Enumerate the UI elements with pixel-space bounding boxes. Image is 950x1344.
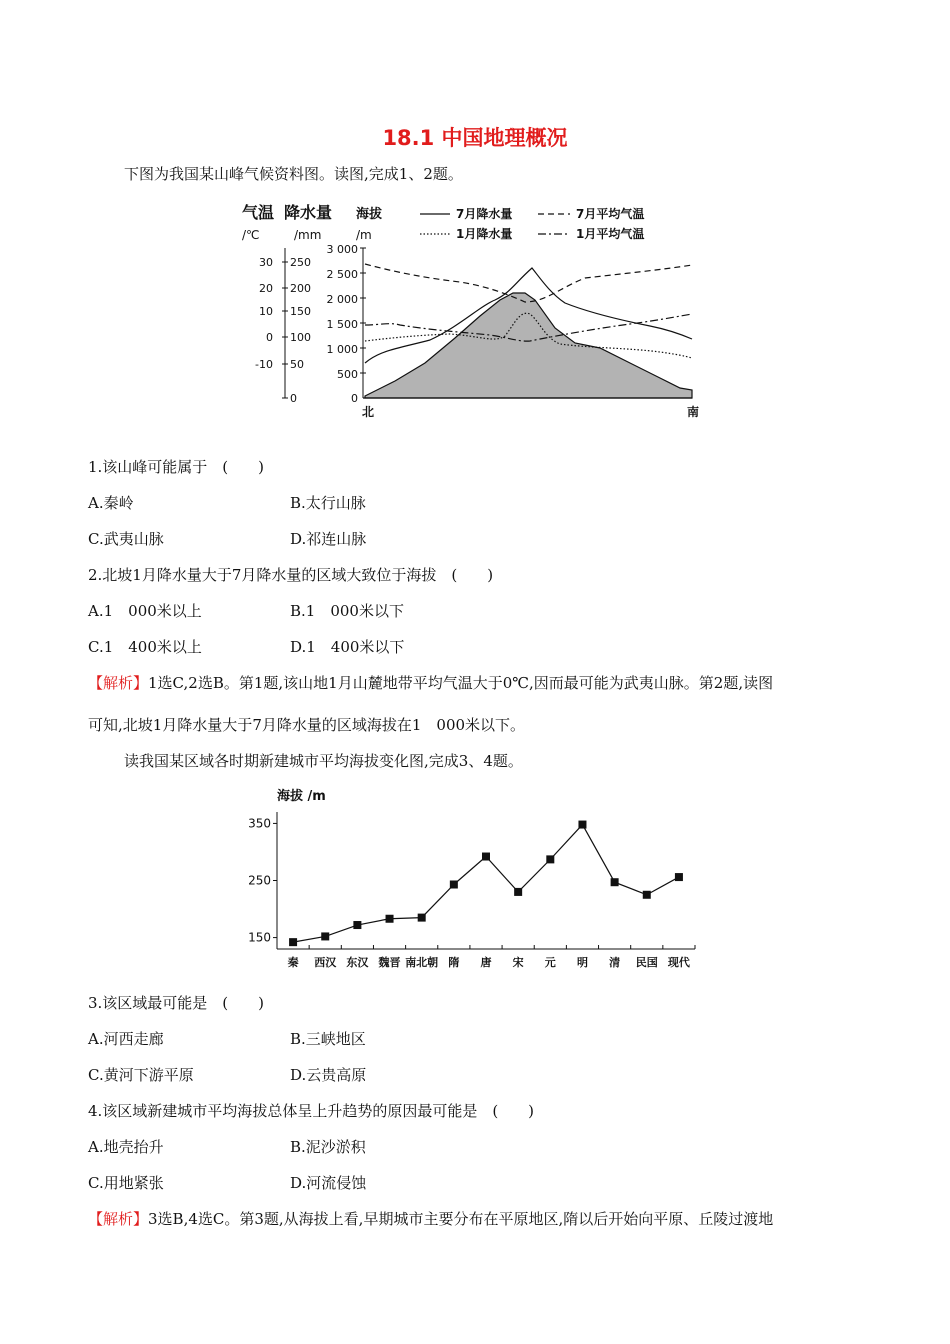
x-category-label: 魏晋 (378, 956, 401, 969)
alt-tick: 2 000 (326, 293, 358, 306)
precip-tick: 0 (290, 392, 297, 405)
y3-title: 海拔 (356, 207, 383, 222)
x-category-label: 元 (544, 956, 556, 969)
precip-tick: 250 (290, 256, 311, 269)
temp-tick: 30 (259, 256, 273, 269)
q1-option-c: C.武夷山脉 (88, 530, 164, 548)
data-point (578, 821, 586, 829)
q3-stem: 3.该区域最可能是 ( ) (88, 994, 265, 1012)
temp-tick: 20 (259, 282, 273, 295)
y3-unit: /m (356, 228, 372, 242)
data-point (353, 921, 361, 929)
y2-unit: /mm (294, 228, 322, 242)
q1-option-d: D.祁连山脉 (290, 530, 367, 548)
analysis-1-line-1 (88, 672, 773, 693)
q1-stem: 1.该山峰可能属于 ( ) (88, 458, 265, 476)
q1-option-b: B.太行山脉 (290, 494, 366, 512)
q2-option-b: B.1 000米以下 (290, 602, 404, 620)
analysis-text: 3选B,4选C。第3题,从海拔上看,早期城市主要分布在平原地区,隋以后开始向平原、丘陵过渡地 (148, 1210, 774, 1228)
q3-option-d: D.云贵高原 (290, 1066, 367, 1084)
y2-title: 降水量 (284, 203, 333, 222)
analysis-tag: 【解析】 (88, 1210, 149, 1228)
y-tick-label: 250 (248, 873, 271, 888)
precip-tick: 150 (290, 305, 311, 318)
x-category-label: 现代 (667, 956, 690, 969)
q4-option-b: B.泥沙淤积 (290, 1138, 366, 1156)
x-category-label: 隋 (448, 956, 460, 969)
analysis-tag: 【解析】 (88, 674, 149, 692)
analysis-2-line-1 (88, 1208, 773, 1229)
x-category-label: 秦 (287, 956, 299, 969)
data-point (514, 888, 522, 896)
legend-jul-temp: 7月平均气温 (576, 207, 645, 221)
q3-option-b: B.三峡地区 (290, 1030, 366, 1048)
q4-stem: 4.该区域新建城市平均海拔总体呈上升趋势的原因最可能是 ( ) (88, 1102, 535, 1120)
precip-tick: 50 (290, 358, 304, 371)
legend-jul-precip: 7月降水量 (456, 207, 513, 221)
y1-title: 气温 (242, 203, 275, 222)
analysis-text: 1选C,2选B。第1题,该山地1月山麓地带平均气温大于0℃,因而最可能为武夷山脉。第2题,读图 (148, 674, 774, 692)
q2-option-a: A.1 000米以上 (88, 602, 202, 620)
x-category-label: 南北朝 (405, 956, 439, 969)
page-title: 18.1 中国地理概况 (382, 126, 568, 150)
intro-text-2: 读我国某区域各时期新建城市平均海拔变化图,完成3、4题。 (124, 752, 523, 770)
city-altitude-chart (240, 782, 710, 982)
q4-option-a: A.地壳抬升 (88, 1138, 164, 1156)
analysis-1-line-2: 可知,北坡1月降水量大于7月降水量的区域海拔在1 000米以下。 (88, 716, 526, 734)
q3-option-a: A.河西走廊 (88, 1030, 164, 1048)
series-line (293, 825, 679, 943)
legend-jan-temp: 1月平均气温 (576, 227, 645, 241)
q2-stem: 2.北坡1月降水量大于7月降水量的区域大致位于海拔 ( ) (88, 566, 494, 584)
legend-jan-precip: 1月降水量 (456, 227, 513, 241)
alt-tick: 500 (337, 368, 358, 381)
x-category-label: 西汉 (314, 956, 337, 969)
q3-option-c: C.黄河下游平原 (88, 1066, 194, 1084)
y1-unit: /℃ (242, 228, 260, 242)
y-tick-label: 350 (248, 816, 271, 831)
alt-tick: 2 500 (326, 268, 358, 281)
alt-tick: 1 000 (326, 343, 358, 356)
data-point (643, 891, 651, 899)
data-point (482, 853, 490, 861)
chart-ylabel: 海拔 /m (277, 789, 326, 804)
x-category-label: 明 (576, 956, 588, 969)
q2-option-c: C.1 400米以上 (88, 638, 202, 656)
temp-tick: 0 (266, 331, 273, 344)
q2-option-d: D.1 400米以下 (290, 638, 405, 656)
x-label-north: 北 (362, 405, 375, 419)
alt-tick: 3 000 (326, 243, 358, 256)
temp-tick: 10 (259, 305, 273, 318)
x-category-label: 东汉 (346, 956, 369, 969)
precip-tick: 200 (290, 282, 311, 295)
data-point (546, 855, 554, 863)
data-point (321, 932, 329, 940)
x-category-label: 民国 (635, 956, 658, 969)
q1-option-a: A.秦岭 (88, 494, 134, 512)
alt-tick: 1 500 (326, 318, 358, 331)
data-point (418, 914, 426, 922)
data-point (611, 878, 619, 886)
intro-text-1: 下图为我国某山峰气候资料图。读图,完成1、2题。 (124, 165, 463, 183)
mountain-profile (365, 293, 692, 398)
precip-tick: 100 (290, 331, 311, 344)
temp-tick: -10 (255, 358, 273, 371)
q4-option-c: C.用地紧张 (88, 1174, 164, 1192)
data-point (386, 915, 394, 923)
x-label-south: 南 (687, 405, 700, 419)
data-point (675, 873, 683, 881)
x-category-label: 唐 (480, 956, 492, 969)
data-point (450, 880, 458, 888)
x-category-label: 宋 (512, 956, 524, 969)
mountain-climate-figure (230, 198, 710, 423)
data-point (289, 938, 297, 946)
x-category-label: 清 (609, 956, 621, 969)
alt-tick: 0 (351, 392, 358, 405)
q4-option-d: D.河流侵蚀 (290, 1174, 367, 1192)
y-tick-label: 150 (248, 930, 271, 945)
